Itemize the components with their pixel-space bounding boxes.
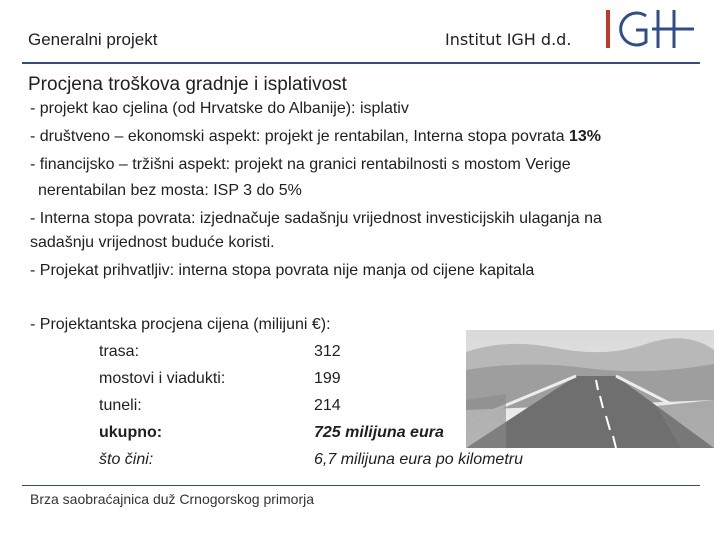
cost-label-per-km: što čini: [99, 451, 154, 468]
bullet-line: - projekt kao cjelina (od Hrvatske do Albanije): isplativ [30, 100, 409, 117]
cost-label-total: ukupno: [99, 424, 163, 441]
bullet-line: - financijsko – tržišni aspekt: projekt na granici rentabilnosti s mostom Verige [30, 156, 571, 173]
cost-value-bridges: 199 [314, 370, 341, 387]
cost-label-bridges: mostovi i viadukti: [99, 370, 226, 387]
bullet-line: nerentabilan bez mosta: ISP 3 do 5% [38, 182, 302, 199]
cost-label-tunnels: tuneli: [99, 397, 142, 414]
cost-value-per-km: 6,7 milijuna eura po kilometru [314, 451, 523, 468]
bullet-text: - društveno – ekonomski aspekt: projekt je rentabilan, Interna stopa povrata [30, 128, 569, 145]
irr-value: 13% [568, 128, 601, 145]
cost-value-total: 725 milijuna eura [314, 424, 444, 441]
cost-label-route: trasa: [99, 343, 140, 360]
igh-logo [600, 6, 696, 52]
header-divider [22, 62, 700, 64]
header-company-name: Institut IGH d.d. [445, 30, 572, 49]
footer-text: Brza saobraćajnica duž Crnogorskog primorja [30, 491, 315, 507]
header-project-title: Generalni projekt [28, 30, 158, 49]
bullet-line: - Projekat prihvatljiv: interna stopa povrata nije manja od cijene kapitala [30, 262, 535, 279]
bullet-line [30, 128, 601, 146]
bullet-line: - Interna stopa povrata: izjednačuje sadašnju vrijednost investicijskih ulaganja na [30, 210, 602, 227]
road-photo [466, 330, 714, 448]
bullet-line: sadašnju vrijednost buduće koristi. [30, 234, 275, 251]
footer-divider [22, 485, 700, 486]
cost-heading: - Projektantska procjena cijena (milijuni €): [30, 316, 331, 333]
cost-value-route: 312 [314, 343, 341, 360]
slide-title: Procjena troškova gradnje i isplativost [28, 74, 347, 95]
cost-value-tunnels: 214 [314, 397, 341, 414]
